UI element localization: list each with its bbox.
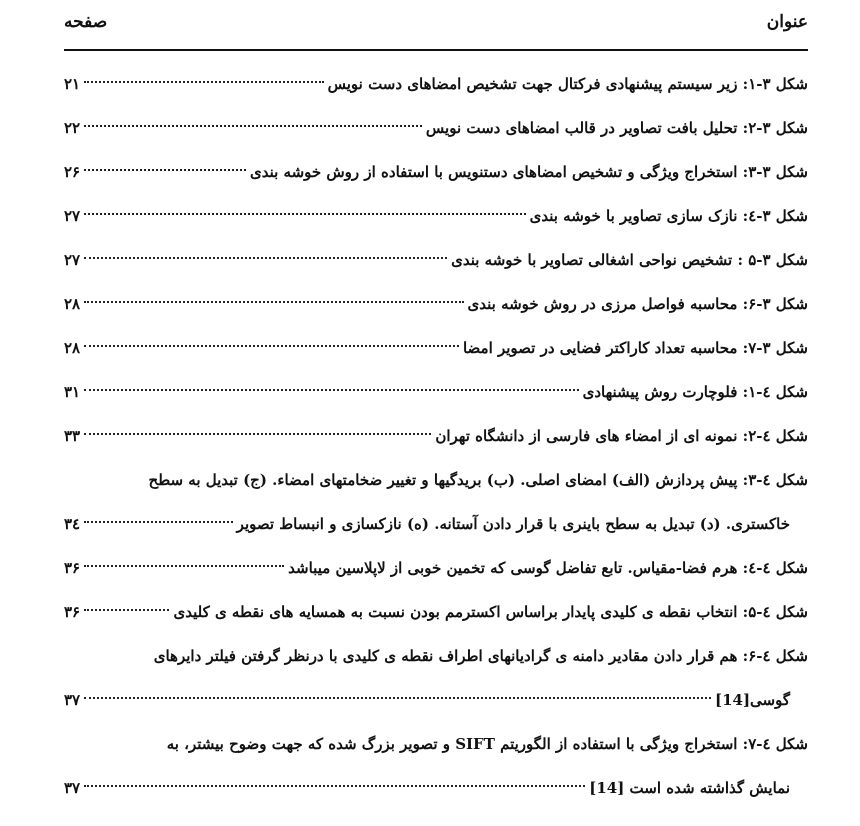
toc-header <box>64 8 808 38</box>
entry-page: ۲۸ <box>64 339 81 357</box>
toc-entry[interactable] <box>64 326 808 370</box>
dot-leader <box>84 697 711 699</box>
entry-text-line1: شکل ٤-۷: استخراج ویژگی با استفاده از الگوریتم SIFT و تصویر بزرگ شده که جهت وضوح بیشتر، به <box>166 735 808 753</box>
toc-entry[interactable] <box>64 194 808 238</box>
entry-page: ۲۶ <box>64 163 81 181</box>
toc-entry[interactable] <box>64 414 808 458</box>
dot-leader <box>84 609 169 611</box>
toc-entry[interactable] <box>64 370 808 414</box>
entry-text: شکل ۳-۱: زیر سیستم پیشنهادی فرکتال جهت تشخیص امضاهای دست نویس <box>327 75 808 93</box>
toc-entry[interactable] <box>64 150 808 194</box>
toc-entry[interactable] <box>64 282 808 326</box>
entry-text: نمایش گذاشته شده است [14] <box>589 779 790 797</box>
entry-text: شکل ٤-۲: نمونه ای از امضاء های فارسی از دانشگاه تهران <box>435 427 808 445</box>
entry-page: ۳۶ <box>64 559 81 577</box>
entry-page: ۳۷ <box>64 691 81 709</box>
dot-leader <box>84 213 526 215</box>
entry-text: شکل ٤-٤: هرم فضا-مقیاس. تابع تفاضل گوسی که تخمین خوبی از لاپلاسین میباشد <box>288 559 808 577</box>
entry-page: ۲۲ <box>64 119 81 137</box>
entry-text: شکل ۳-۶: محاسبه فواصل مرزی در روش خوشه بندی <box>467 295 808 313</box>
entry-text: گوسی[14] <box>714 691 790 709</box>
entry-text: شکل ٤-۵: انتخاب نقطه ی کلیدی پایدار براساس اکسترمم بودن نسبت به همسایه های نقطه ی کلیدی <box>173 603 808 621</box>
toc-entry[interactable] <box>64 458 808 546</box>
dot-leader <box>84 169 246 171</box>
entry-text: شکل ۳-۲: تحلیل بافت تصاویر در قالب امضاهای دست نویس <box>425 119 808 137</box>
dot-leader <box>84 565 284 567</box>
toc-entry[interactable] <box>64 106 808 150</box>
entry-text: شکل ٤-۱: فلوچارت روش پیشنهادی <box>582 383 808 401</box>
dot-leader <box>84 345 459 347</box>
toc-entry[interactable] <box>64 62 808 106</box>
entry-text: شکل ۳-۳: استخراج ویژگی و تشخیص امضاهای دستنویس با استفاده از روش خوشه بندی <box>249 163 808 181</box>
entry-page: ۲۸ <box>64 295 81 313</box>
toc-entry[interactable] <box>64 238 808 282</box>
entry-text: شکل ۳-٤: نازک سازی تصاویر با خوشه بندی <box>529 207 808 225</box>
entry-text-line1: شکل ٤-۳: پیش پردازش (الف) امضای اصلی. (ب) بریدگیها و تغییر ضخامتهای امضاء. (ج) تبدیل به سطح <box>148 471 808 489</box>
entry-page: ۳۷ <box>64 779 81 797</box>
dot-leader <box>84 81 324 83</box>
entry-page: ۳۶ <box>64 603 81 621</box>
entry-page: ۲۱ <box>64 75 81 93</box>
dot-leader <box>84 257 447 259</box>
entry-text: خاکستری. (د) تبدیل به سطح باینری با قرار دادن آستانه. (ه) نازکسازی و انبساط تصویر <box>236 515 790 533</box>
entry-page: ۳٤ <box>64 515 81 533</box>
dot-leader <box>84 521 233 523</box>
toc-entry[interactable] <box>64 722 808 810</box>
entry-text: شکل ۳-۵ : تشخیص نواحی اشغالی تصاویر با خوشه بندی <box>451 251 808 269</box>
entry-page: ۲۷ <box>64 251 81 269</box>
entry-page: ۲۷ <box>64 207 81 225</box>
entry-page: ۳۱ <box>64 383 81 401</box>
toc-entry[interactable] <box>64 546 808 590</box>
toc-entry[interactable] <box>64 590 808 634</box>
entry-text-line1: شکل ٤-۶: هم قرار دادن مقادیر دامنه ی گرادیانهای اطراف نقطه ی کلیدی با درنظر گرفتن فیلتر دایرهای <box>153 647 808 665</box>
header-divider <box>64 49 808 51</box>
toc-entries <box>64 62 808 810</box>
header-page-label: صفحه <box>64 12 108 32</box>
dot-leader <box>84 389 578 391</box>
toc-entry[interactable] <box>64 634 808 722</box>
dot-leader <box>84 433 431 435</box>
entry-text: شکل ۳-۷: محاسبه تعداد کاراکتر فضایی در تصویر امضا <box>462 339 808 357</box>
dot-leader <box>84 785 585 787</box>
header-title: عنوان <box>766 12 808 32</box>
dot-leader <box>84 301 463 303</box>
entry-page: ۳۳ <box>64 427 81 445</box>
dot-leader <box>84 125 422 127</box>
